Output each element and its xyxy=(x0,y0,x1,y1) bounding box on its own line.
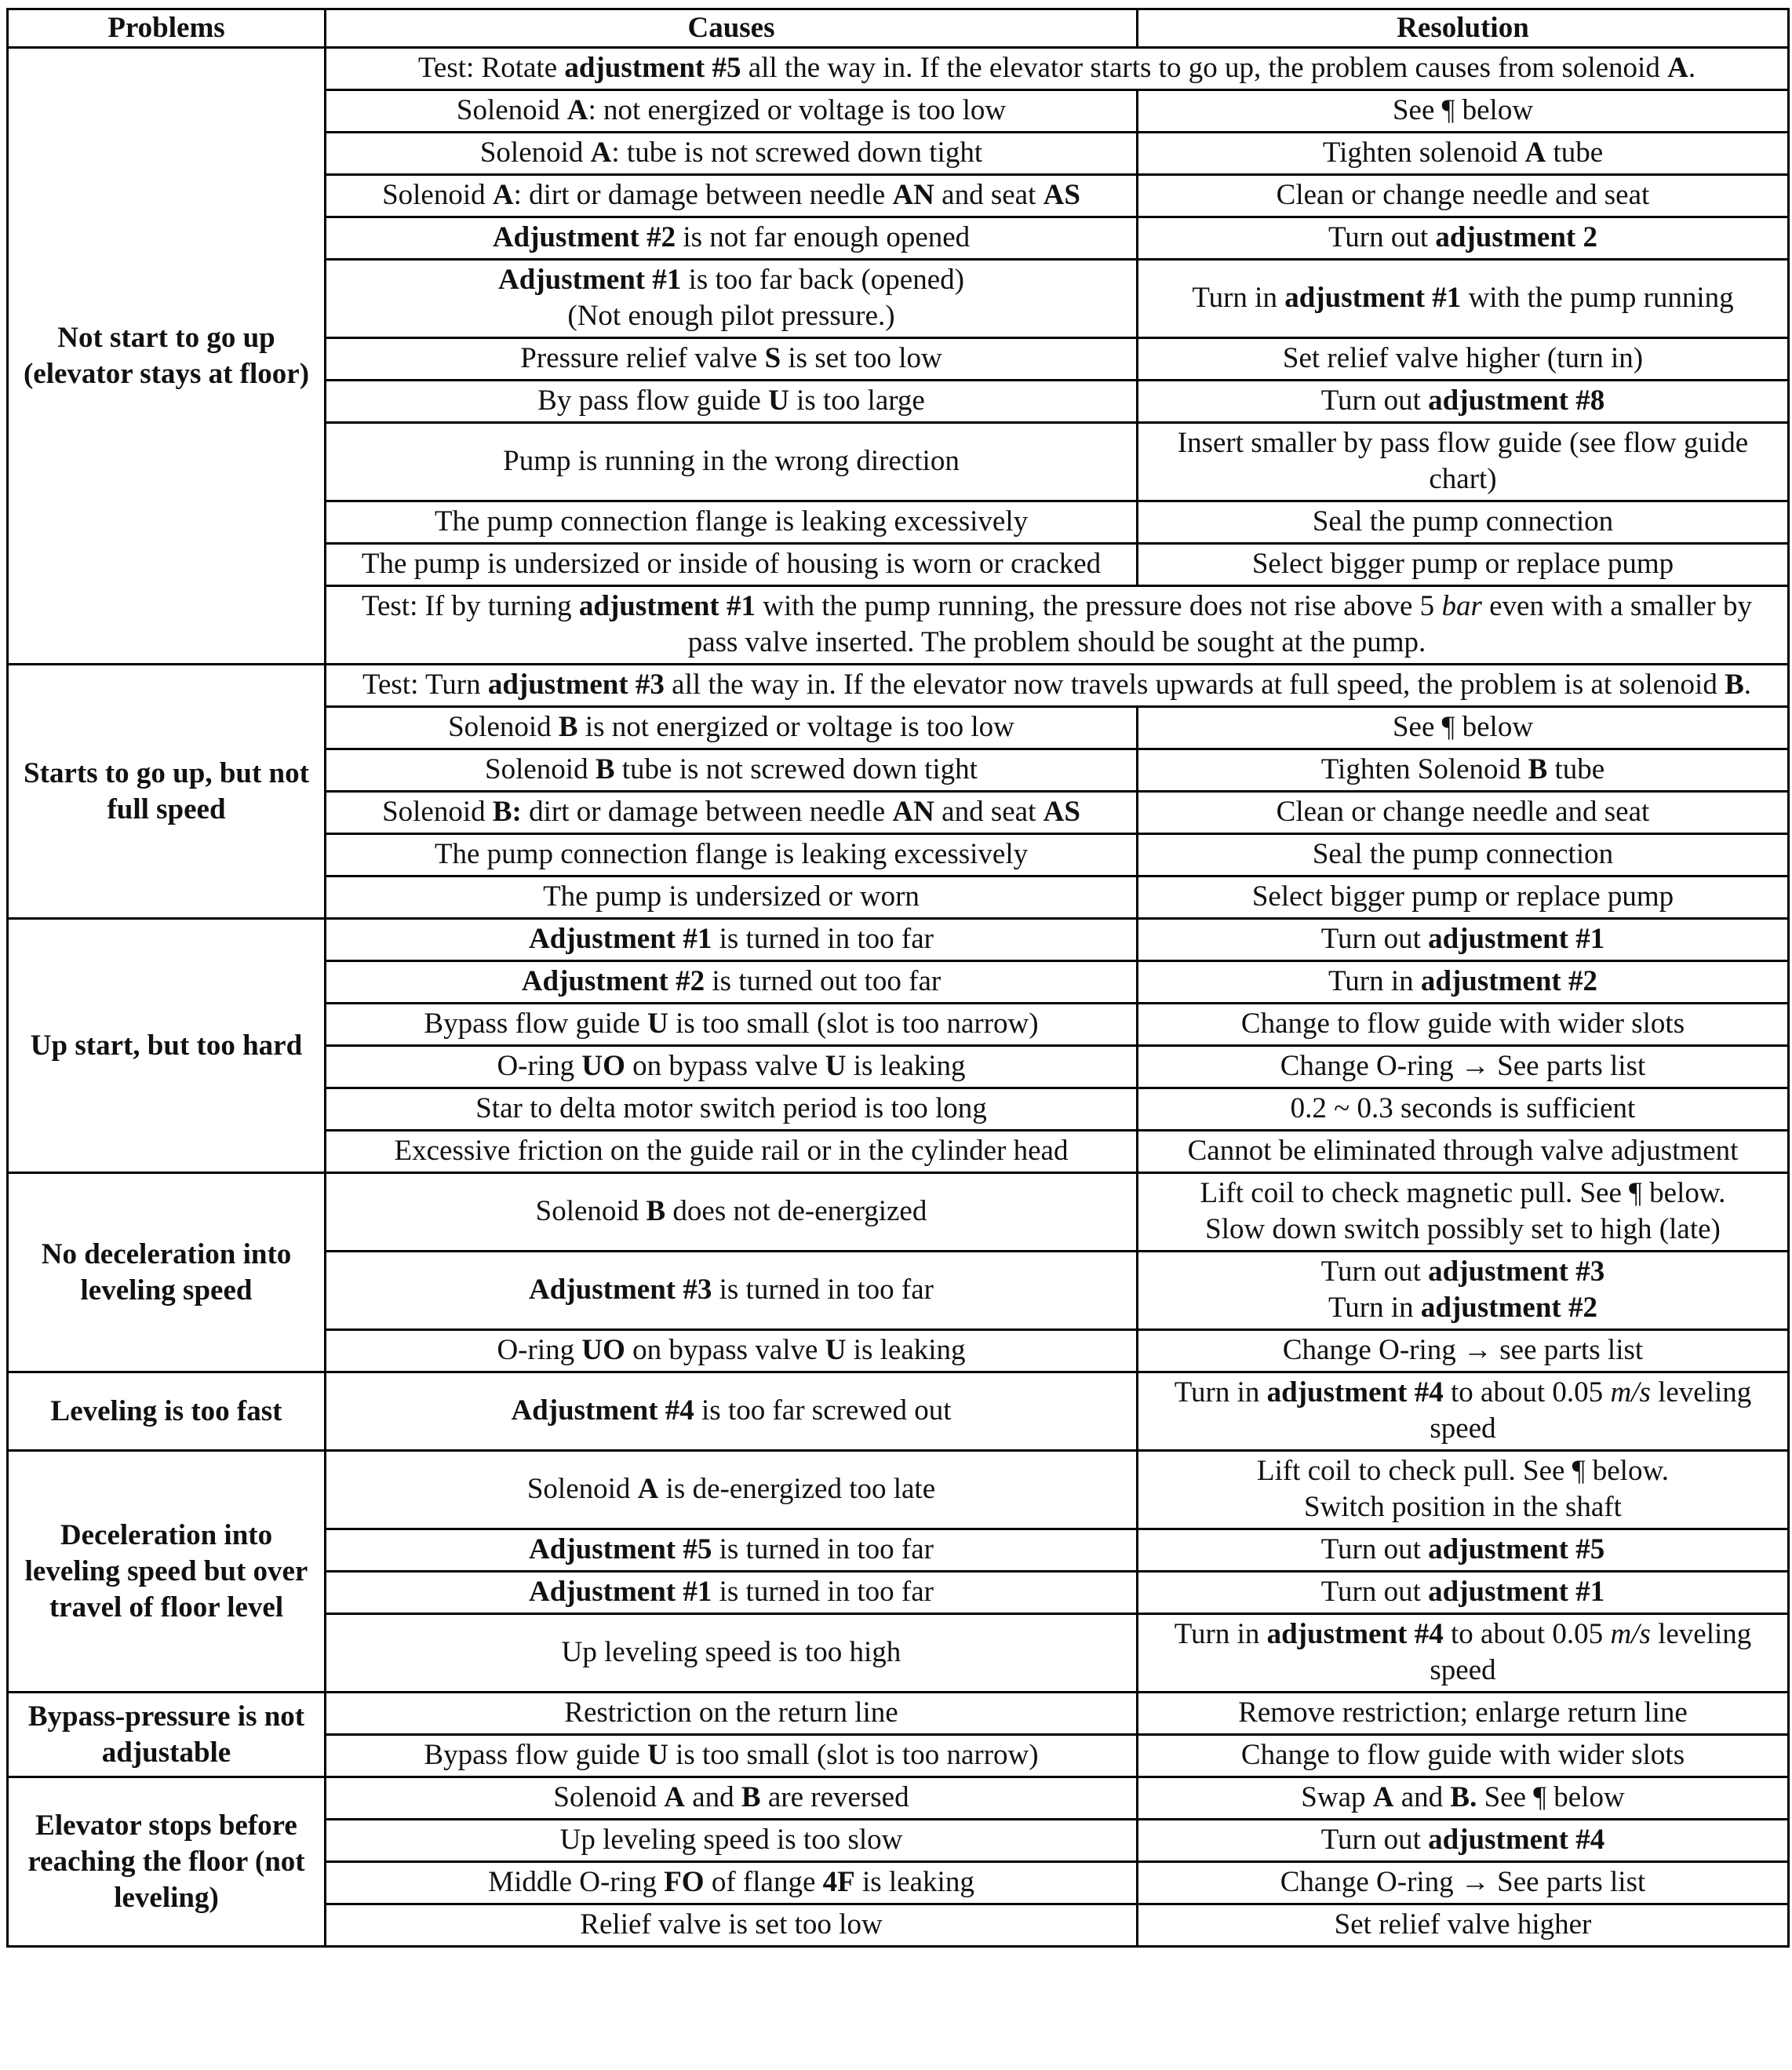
cause-cell: Adjustment #1 is turned in too far xyxy=(326,919,1138,961)
table-body xyxy=(8,48,1789,1947)
table-row xyxy=(8,665,1789,707)
resolution-cell: Turn out adjustment #1 xyxy=(1138,919,1789,961)
cause-cell: Excessive friction on the guide rail or in the cylinder head xyxy=(326,1131,1138,1173)
resolution-cell: Lift coil to check pull. See ¶ below. Switch position in the shaft xyxy=(1138,1451,1789,1529)
problem-cell: Leveling is too fast xyxy=(8,1372,326,1451)
table-row xyxy=(8,1173,1789,1252)
resolution-cell: Turn in adjustment #4 to about 0.05 m/s leveling speed xyxy=(1138,1614,1789,1693)
resolution-cell: Turn out adjustment #4 xyxy=(1138,1820,1789,1862)
cause-cell: Bypass flow guide U is too small (slot is too narrow) xyxy=(326,1735,1138,1777)
cause-cell: The pump connection flange is leaking excessively xyxy=(326,834,1138,876)
resolution-cell: Change to flow guide with wider slots xyxy=(1138,1004,1789,1046)
resolution-cell: Turn out adjustment #3 Turn in adjustment #2 xyxy=(1138,1252,1789,1330)
cause-cell: The pump is undersized or worn xyxy=(326,876,1138,919)
table-row xyxy=(8,1777,1789,1820)
cause-cell: O-ring UO on bypass valve U is leaking xyxy=(326,1330,1138,1372)
resolution-cell: Insert smaller by pass flow guide (see flow guide chart) xyxy=(1138,423,1789,501)
cause-cell: Restriction on the return line xyxy=(326,1693,1138,1735)
table-row xyxy=(8,1693,1789,1735)
resolution-cell: Change O-ring → See parts list xyxy=(1138,1862,1789,1904)
resolution-cell: Turn in adjustment #4 to about 0.05 m/s leveling speed xyxy=(1138,1372,1789,1451)
resolution-cell: Seal the pump connection xyxy=(1138,501,1789,544)
resolution-cell: See ¶ below xyxy=(1138,90,1789,133)
problem-cell: Bypass-pressure is not adjustable xyxy=(8,1693,326,1777)
problem-cell: Deceleration into leveling speed but over travel of floor level xyxy=(8,1451,326,1693)
resolution-cell: Turn out adjustment 2 xyxy=(1138,217,1789,260)
resolution-cell: Clean or change needle and seat xyxy=(1138,792,1789,834)
resolution-cell: 0.2 ~ 0.3 seconds is sufficient xyxy=(1138,1088,1789,1131)
cause-cell: Solenoid A is de-energized too late xyxy=(326,1451,1138,1529)
resolution-cell: Turn out adjustment #5 xyxy=(1138,1529,1789,1572)
cause-cell: Pressure relief valve S is set too low xyxy=(326,338,1138,381)
cause-cell: O-ring UO on bypass valve U is leaking xyxy=(326,1046,1138,1088)
resolution-cell: Change O-ring → see parts list xyxy=(1138,1330,1789,1372)
cause-cell: Adjustment #2 is not far enough opened xyxy=(326,217,1138,260)
header-causes: Causes xyxy=(326,9,1138,48)
cause-cell: Relief valve is set too low xyxy=(326,1904,1138,1947)
problem-cell: Starts to go up, but not full speed xyxy=(8,665,326,919)
cause-cell: Pump is running in the wrong direction xyxy=(326,423,1138,501)
cause-cell: Adjustment #3 is turned in too far xyxy=(326,1252,1138,1330)
cause-cell: Solenoid A: not energized or voltage is too low xyxy=(326,90,1138,133)
test-cell: Test: Turn adjustment #3 all the way in. If the elevator now travels upwards at full speed, the problem is at solenoid B. xyxy=(326,665,1789,707)
resolution-cell: Turn in adjustment #2 xyxy=(1138,961,1789,1004)
resolution-cell: Change to flow guide with wider slots xyxy=(1138,1735,1789,1777)
cause-cell: Solenoid A: tube is not screwed down tight xyxy=(326,133,1138,175)
troubleshooting-table xyxy=(6,8,1790,1948)
resolution-cell: Set relief valve higher (turn in) xyxy=(1138,338,1789,381)
resolution-cell: Set relief valve higher xyxy=(1138,1904,1789,1947)
resolution-cell: Turn out adjustment #8 xyxy=(1138,381,1789,423)
cause-cell: Bypass flow guide U is too small (slot is too narrow) xyxy=(326,1004,1138,1046)
resolution-cell: Cannot be eliminated through valve adjustment xyxy=(1138,1131,1789,1173)
table-row xyxy=(8,1451,1789,1529)
resolution-cell: Swap A and B. See ¶ below xyxy=(1138,1777,1789,1820)
problem-cell: No deceleration into leveling speed xyxy=(8,1173,326,1372)
table-row xyxy=(8,919,1789,961)
cause-cell: The pump connection flange is leaking excessively xyxy=(326,501,1138,544)
resolution-cell: Select bigger pump or replace pump xyxy=(1138,544,1789,586)
resolution-cell: Select bigger pump or replace pump xyxy=(1138,876,1789,919)
resolution-cell: Clean or change needle and seat xyxy=(1138,175,1789,217)
test-cell: Test: If by turning adjustment #1 with the pump running, the pressure does not rise above 5 bar even with a smaller by pass valve inserted. The problem should be sought at the pump. xyxy=(326,586,1789,665)
resolution-cell: Tighten Solenoid B tube xyxy=(1138,749,1789,792)
resolution-cell: Lift coil to check magnetic pull. See ¶ below. Slow down switch possibly set to high (late) xyxy=(1138,1173,1789,1252)
test-cell: Test: Rotate adjustment #5 all the way in. If the elevator starts to go up, the problem causes from solenoid A. xyxy=(326,48,1789,90)
problem-cell: Not start to go up (elevator stays at floor) xyxy=(8,48,326,665)
cause-cell: Star to delta motor switch period is too long xyxy=(326,1088,1138,1131)
cause-cell: Solenoid B is not energized or voltage is too low xyxy=(326,707,1138,749)
cause-cell: The pump is undersized or inside of housing is worn or cracked xyxy=(326,544,1138,586)
cause-cell: Adjustment #2 is turned out too far xyxy=(326,961,1138,1004)
table-row xyxy=(8,48,1789,90)
cause-cell: Middle O-ring FO of flange 4F is leaking xyxy=(326,1862,1138,1904)
cause-cell: Adjustment #1 is too far back (opened) (Not enough pilot pressure.) xyxy=(326,260,1138,338)
header-row xyxy=(8,9,1789,48)
resolution-cell: Seal the pump connection xyxy=(1138,834,1789,876)
cause-cell: Adjustment #5 is turned in too far xyxy=(326,1529,1138,1572)
resolution-cell: See ¶ below xyxy=(1138,707,1789,749)
cause-cell: Solenoid A: dirt or damage between needle AN and seat AS xyxy=(326,175,1138,217)
resolution-cell: Remove restriction; enlarge return line xyxy=(1138,1693,1789,1735)
cause-cell: Solenoid B tube is not screwed down tight xyxy=(326,749,1138,792)
problem-cell: Elevator stops before reaching the floor (not leveling) xyxy=(8,1777,326,1947)
cause-cell: Adjustment #4 is too far screwed out xyxy=(326,1372,1138,1451)
cause-cell: Solenoid B does not de-energized xyxy=(326,1173,1138,1252)
cause-cell: Up leveling speed is too high xyxy=(326,1614,1138,1693)
header-problems: Problems xyxy=(8,9,326,48)
cause-cell: Adjustment #1 is turned in too far xyxy=(326,1572,1138,1614)
header-resolution: Resolution xyxy=(1138,9,1789,48)
resolution-cell: Turn out adjustment #1 xyxy=(1138,1572,1789,1614)
problem-cell: Up start, but too hard xyxy=(8,919,326,1173)
resolution-cell: Change O-ring → See parts list xyxy=(1138,1046,1789,1088)
table-row xyxy=(8,1372,1789,1451)
cause-cell: Solenoid A and B are reversed xyxy=(326,1777,1138,1820)
cause-cell: By pass flow guide U is too large xyxy=(326,381,1138,423)
cause-cell: Up leveling speed is too slow xyxy=(326,1820,1138,1862)
resolution-cell: Turn in adjustment #1 with the pump running xyxy=(1138,260,1789,338)
resolution-cell: Tighten solenoid A tube xyxy=(1138,133,1789,175)
cause-cell: Solenoid B: dirt or damage between needle AN and seat AS xyxy=(326,792,1138,834)
